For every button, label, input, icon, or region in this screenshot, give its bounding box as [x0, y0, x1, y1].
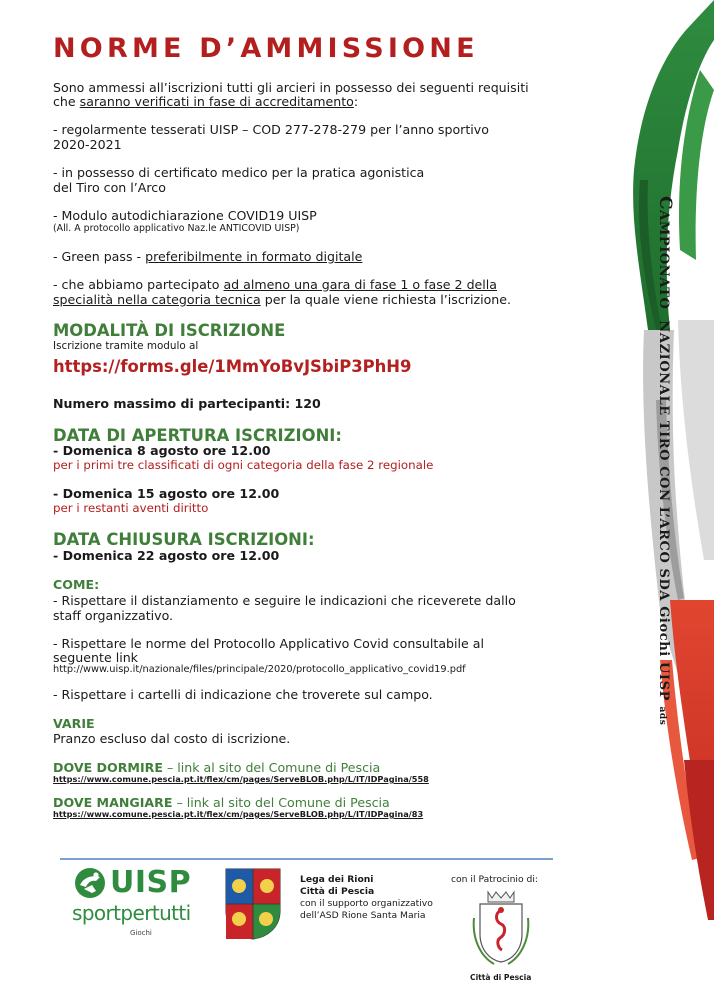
uisp-giochi-text: Giochi [130, 929, 152, 937]
req-4 [53, 249, 362, 264]
form-link[interactable]: https://forms.gle/1MmYoBvJSbiP3PhH9 [53, 357, 412, 376]
apertura-heading: DATA DI APERTURA ISCRIZIONI: [53, 426, 342, 445]
dormire-link[interactable]: https://www.comune.pescia.pt.it/flex/cm/pages/ServeBLOB.php/L/IT/IDPagina/558 [53, 774, 429, 784]
vertical-word: AMPIONATO [656, 210, 671, 310]
vertical-suffix: ads [657, 706, 667, 726]
dormire-heading: DOVE DORMIRE [53, 760, 163, 775]
req-3-line-1: - Modulo autodichiarazione COVID19 UISP [53, 208, 317, 223]
intro-line-2 [53, 94, 358, 109]
chiusura-heading: DATA CHIUSURA ISCRIZIONI: [53, 530, 315, 549]
uisp-logo [72, 865, 202, 945]
intro-line-2-end: : [353, 94, 359, 109]
lega-rioni-crest-icon [224, 867, 282, 941]
req-5-line-2 [53, 292, 511, 307]
come-2-line-1: - Rispettare le norme del Protocollo Applicativo Covid consultabile al [53, 636, 485, 651]
mangiare-line [53, 795, 390, 810]
intro-line-2-plain: che [53, 94, 80, 109]
patrocinio-label: con il Patrocinio di: [451, 874, 538, 885]
modalita-sub: Iscrizione tramite modulo al [53, 340, 199, 352]
vertical-championship-text [655, 196, 675, 725]
req-5-plain: - che abbiamo partecipato [53, 277, 224, 292]
req-3-note: (All. A protocollo applicativo Naz.le ANTICOVID UISP) [53, 223, 300, 234]
req-1-line-2: 2020-2021 [53, 137, 122, 152]
lega-line-3: con il supporto organizzativo [300, 898, 433, 909]
come-1-line-1: - Rispettare il distanziamento e seguire le indicazioni che riceverete dallo [53, 593, 516, 608]
come-2-line-2: seguente link [53, 650, 138, 665]
lega-line-1: Lega dei Rioni [300, 874, 374, 885]
apertura-note-2: per i restanti aventi diritto [53, 501, 209, 515]
varie-text: Pranzo escluso dal costo di iscrizione. [53, 731, 291, 746]
protocol-link[interactable]: http://www.uisp.it/nazionale/files/principale/2020/protocollo_applicativo_covid19.pdf [53, 664, 466, 675]
lega-line-2: Città di Pescia [300, 886, 375, 897]
uisp-sub-text: sportpertutti [72, 901, 191, 925]
intro-line-1: Sono ammessi all’iscrizioni tutti gli arcieri in possesso dei seguenti requisiti [53, 80, 529, 95]
req-4-plain: - Green pass - [53, 249, 146, 264]
footer-divider [60, 858, 553, 860]
vertical-rest: NAZIONALE TIRO CON L’ARCO SDA Giochi UISP [656, 320, 671, 701]
come-3: - Rispettare i cartelli di indicazione che troverete sul campo. [53, 687, 433, 702]
req-5-underlined-1: ad almeno una gara di fase 1 o fase 2 della [223, 277, 498, 292]
req-2-line-2: del Tiro con l’Arco [53, 180, 166, 195]
req-5-underlined-2: specialità nella categoria tecnica [53, 292, 261, 307]
mangiare-desc: – link al sito del Comune di Pescia [172, 795, 390, 810]
dormire-desc: – link al sito del Comune di Pescia [162, 760, 381, 775]
page-title: NORME D’AMMISSIONE [53, 33, 479, 64]
apertura-date-2: - Domenica 15 agosto ore 12.00 [53, 486, 280, 501]
mangiare-heading: DOVE MANGIARE [53, 795, 173, 810]
dormire-line [53, 760, 380, 775]
citta-label: Città di Pescia [470, 973, 532, 982]
mangiare-link[interactable]: https://www.comune.pescia.pt.it/flex/cm/pages/ServeBLOB.php/L/IT/IDPagina/83 [53, 809, 424, 819]
varie-heading: VARIE [53, 716, 95, 731]
req-1-line-1: - regolarmente tesserati UISP – COD 277-278-279 per l’anno sportivo [53, 122, 489, 137]
max-participants: Numero massimo di partecipanti: 120 [53, 396, 321, 411]
req-5-line-1 [53, 277, 497, 292]
vertical-initial: C [655, 196, 675, 211]
uisp-runner-icon [72, 867, 108, 899]
apertura-date-1: - Domenica 8 agosto ore 12.00 [53, 443, 271, 458]
apertura-note-1: per i primi tre classificati di ogni categoria della fase 2 regionale [53, 458, 434, 472]
come-heading: COME: [53, 577, 100, 592]
uisp-logo-text: UISP [110, 865, 192, 900]
lega-line-4: dell’ASD Rione Santa Maria [300, 910, 426, 921]
pescia-coat-of-arms-icon [470, 888, 532, 968]
come-1-line-2: staff organizzativo. [53, 608, 174, 623]
chiusura-date: - Domenica 22 agosto ore 12.00 [53, 548, 280, 563]
req-5-end: per la quale viene richiesta l’iscrizione. [260, 292, 512, 307]
modalita-heading: MODALITÀ DI ISCRIZIONE [53, 321, 286, 340]
intro-line-2-underlined: saranno verificati in fase di accreditamento [79, 94, 354, 109]
req-4-underlined: preferibilmente in formato digitale [145, 249, 363, 264]
req-2-line-1: - in possesso di certificato medico per la pratica agonistica [53, 165, 425, 180]
